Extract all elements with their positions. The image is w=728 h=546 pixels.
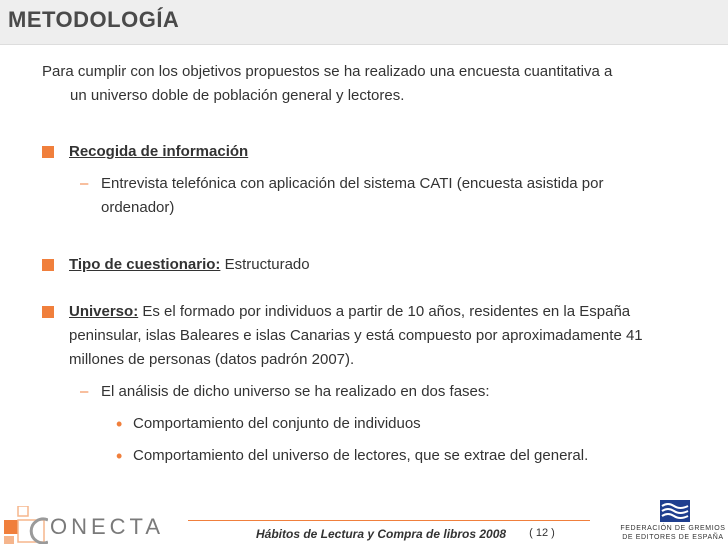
dot-icon: • <box>116 414 123 434</box>
dot-icon: • <box>116 446 123 466</box>
bullet-recogida <box>69 140 689 164</box>
sub-item-entrevista: Entrevista telefónica con aplicación del sistema CATI (encuesta asistida por ordenador) <box>101 175 604 216</box>
bullet-text: Estructurado <box>220 256 310 273</box>
title-bar <box>0 0 728 45</box>
bullet-label: Universo: <box>69 303 139 320</box>
federation-logo-icon <box>660 500 690 522</box>
bullet-square-icon <box>42 306 54 318</box>
sub-item-analisis: El análisis de dicho universo se ha realizado en dos fases: <box>101 383 490 400</box>
bullet-square-icon <box>42 259 54 271</box>
dash-icon: – <box>80 175 89 192</box>
bullet-universo <box>69 300 681 372</box>
federation-name <box>620 524 726 542</box>
intro-line-1: Para cumplir con los objetivos propuestos se ha realizado una encuesta cuantitativa a <box>42 63 613 80</box>
footer-divider <box>188 520 590 521</box>
conecta-logo-icon <box>4 506 48 544</box>
conecta-logo-text: ONECTA <box>50 514 165 539</box>
dash-icon: – <box>80 383 89 400</box>
slide-title: METODOLOGÍA <box>8 7 180 32</box>
bullet-tipo-cuestionario <box>69 253 689 277</box>
intro-line-2: un universo doble de población general y lectores. <box>70 87 405 104</box>
footer <box>0 500 728 546</box>
intro-paragraph <box>42 60 672 108</box>
page-number: ( 12 ) <box>529 527 555 539</box>
bullet-label: Tipo de cuestionario: <box>69 256 221 273</box>
report-title: Hábitos de Lectura y Compra de libros 2008 <box>256 527 507 541</box>
bullet-label: Recogida de información <box>69 143 249 160</box>
federation-line-1: FEDERACIÓN DE GREMIOS <box>620 525 726 532</box>
federation-line-2: DE EDITORES DE ESPAÑA <box>622 534 724 541</box>
bullet-square-icon <box>42 146 54 158</box>
subsub-item-1: Comportamiento del conjunto de individuos <box>133 415 421 432</box>
bullet-text: Es el formado por individuos a partir de 10 años, residentes en la España peninsular, islas Baleares e islas Canarias y está compuesto por aproximadamente 41 millones de personas (datos padrón 2007). <box>69 303 643 368</box>
subsub-item-2: Comportamiento del universo de lectores, que se extrae del general. <box>133 447 589 464</box>
